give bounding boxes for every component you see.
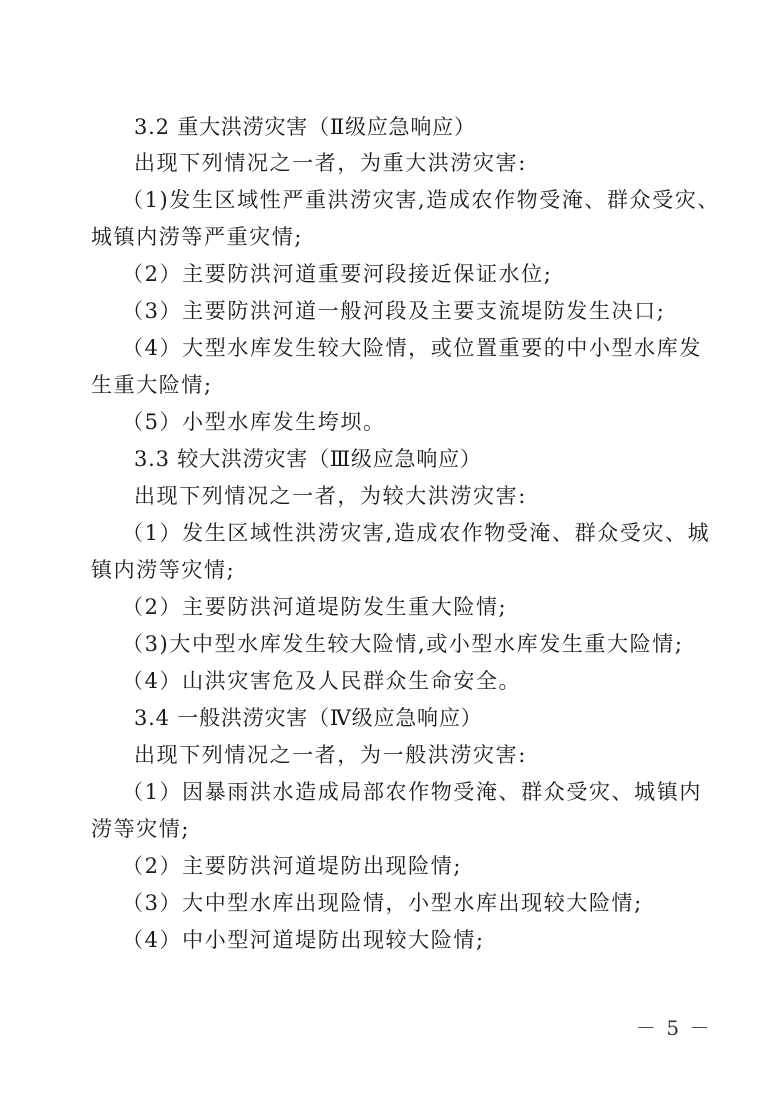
list-item-3-2-4-line-1: （4）大型水库发生较大险情，或位置重要的中小型水库发: [122, 336, 702, 360]
list-item-3-2-1-line-1: （1)发生区域性严重洪涝灾害,造成农作物受淹、群众受灾、: [122, 188, 721, 212]
list-item-3-2-2: （2）主要防洪河道重要河段接近保证水位;: [122, 262, 553, 286]
list-item-3-2-3: （3）主要防洪河道一般河段及主要支流堤防发生决口;: [122, 299, 666, 323]
list-item-3-4-4: （4）中小型河道堤防出现较大险情;: [122, 928, 485, 952]
list-item-3-4-1-line-2: 涝等灾情;: [91, 817, 191, 841]
list-item-3-3-3: （3)大中型水库发生较大险情,或小型水库发生重大险情;: [122, 632, 684, 656]
section-heading-3-4: 3.4 一般洪涝灾害（Ⅳ级应急响应）: [134, 706, 483, 730]
list-item-3-3-1-line-1: （1）发生区域性洪涝灾害,造成农作物受淹、群众受灾、城: [122, 521, 711, 545]
list-item-3-2-4-line-2: 生重大险情;: [91, 373, 213, 397]
list-item-3-3-2: （2）主要防洪河道堤防发生重大险情;: [122, 595, 508, 619]
section-heading-3-3: 3.3 较大洪涝灾害（Ⅲ级应急响应）: [134, 447, 482, 471]
list-item-3-4-2: （2）主要防洪河道堤防出现险情;: [122, 854, 463, 878]
page-number: － 5 －: [636, 1016, 712, 1040]
list-item-3-2-1-line-2: 城镇内涝等严重灾情;: [91, 225, 304, 249]
list-item-3-2-5: （5）小型水库发生垮坝。: [122, 410, 386, 434]
section-intro-3-3: 出现下列情况之一者，为较大洪涝灾害:: [134, 484, 527, 508]
list-item-3-4-3: （3）大中型水库出现险情，小型水库出现较大险情;: [122, 891, 643, 915]
section-intro-3-2: 出现下列情况之一者，为重大洪涝灾害:: [134, 151, 527, 175]
section-intro-3-4: 出现下列情况之一者，为一般洪涝灾害:: [134, 743, 527, 767]
list-item-3-4-1-line-1: （1）因暴雨洪水造成局部农作物受淹、群众受灾、城镇内: [122, 780, 702, 804]
section-heading-3-2: 3.2 重大洪涝灾害（Ⅱ级应急响应）: [134, 115, 476, 139]
list-item-3-3-4: （4）山洪灾害危及人民群众生命安全。: [122, 669, 522, 693]
list-item-3-3-1-line-2: 镇内涝等灾情;: [91, 558, 236, 582]
